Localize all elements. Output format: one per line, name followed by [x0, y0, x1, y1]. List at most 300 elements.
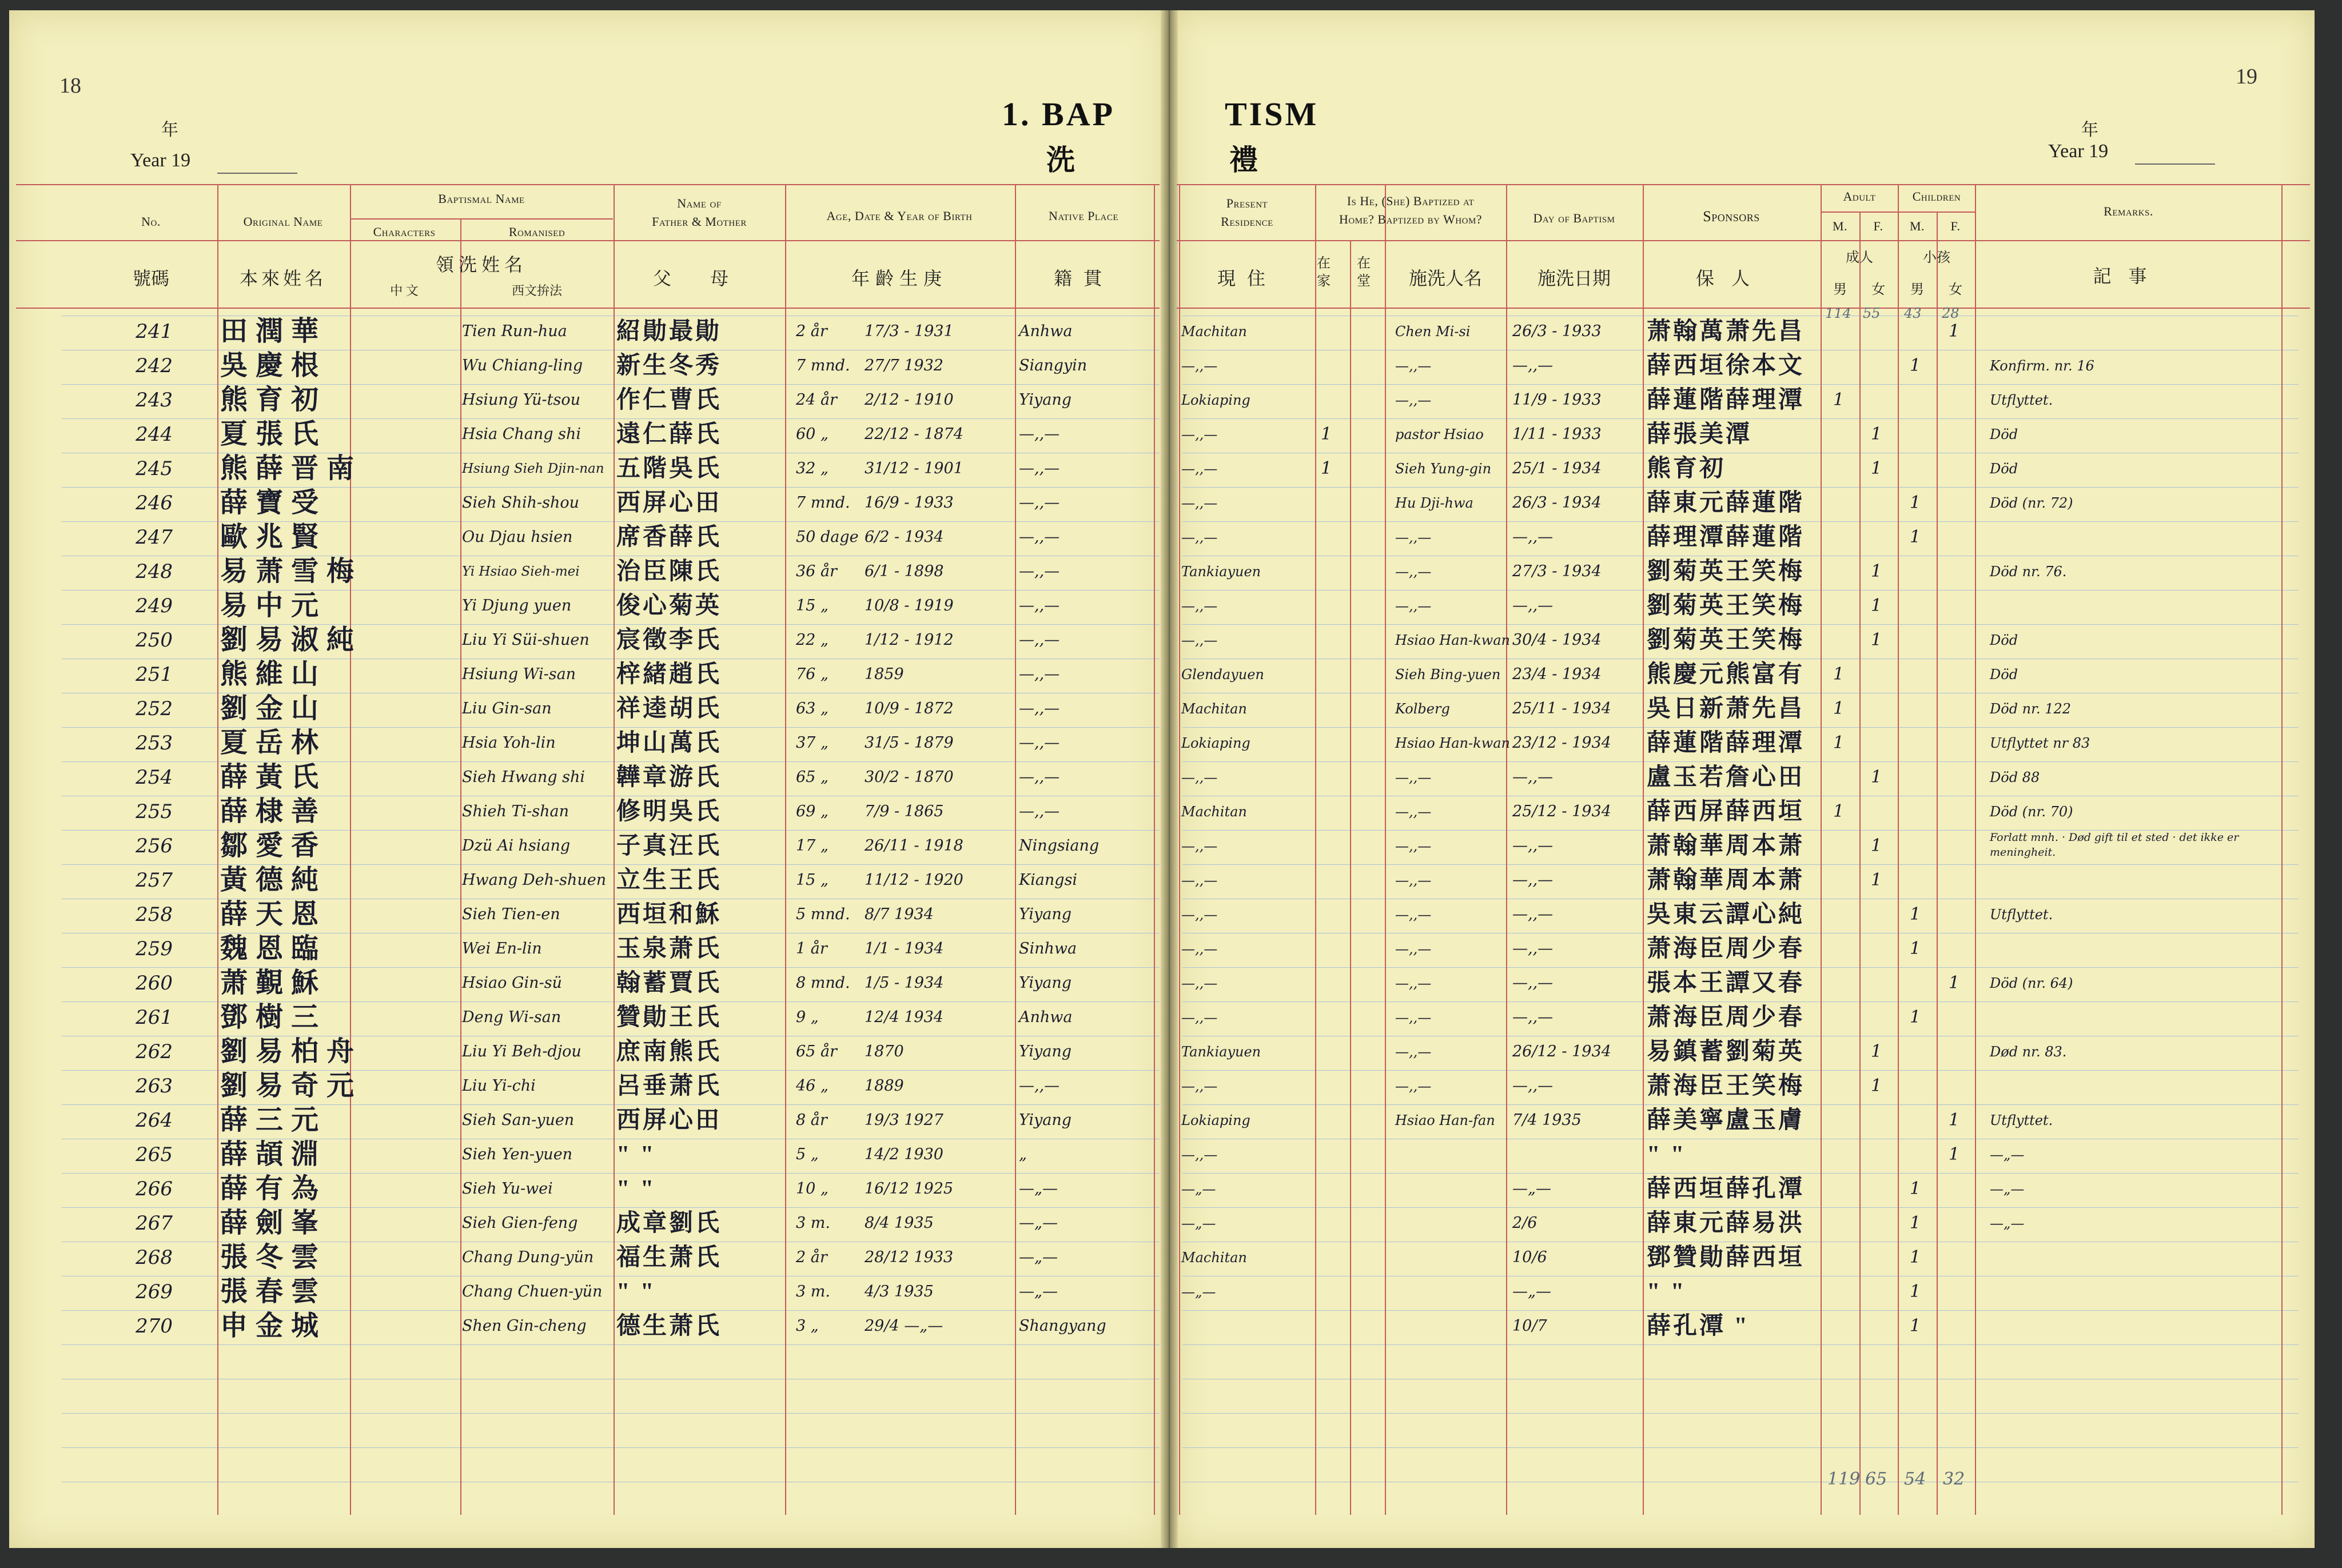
cell-spons: 鄧贊勛薛西垣: [1647, 1244, 1805, 1271]
rule-line: [1177, 308, 2310, 309]
cell-res: —,,—: [1181, 1147, 1218, 1163]
cell-date: 10/8 - 1919: [865, 597, 954, 615]
cell-age: 2 år: [796, 322, 827, 340]
cell-remarks: Död: [1990, 632, 2018, 648]
cell-cm: [1910, 1104, 1927, 1136]
cell-no: 245: [136, 457, 173, 480]
cell-no: 265: [136, 1143, 173, 1166]
cell-cf: 1: [1949, 973, 1960, 993]
cell-cm: [1910, 761, 1927, 793]
cell-remarks: [1990, 1310, 2276, 1342]
cell-date: 16/9 - 1933: [865, 494, 954, 512]
cell-rom: Hsia Yoh-lin: [462, 734, 556, 752]
cell-native: Yiyang: [1019, 1043, 1072, 1060]
cell-cm: 1: [1910, 356, 1921, 376]
cell-by: Sieh Bing-yuen: [1395, 667, 1501, 683]
cell-af: [1871, 384, 1888, 416]
cell-day: 26/3 - 1933: [1512, 322, 1602, 340]
cell-am: [1833, 864, 1850, 896]
cell-day: 25/1 - 1934: [1512, 460, 1602, 477]
cell-orig: 易萧雪梅: [220, 556, 363, 586]
cell-cf: [1949, 590, 1966, 622]
cell-age: 15 „: [796, 597, 829, 615]
cell-rom: Chang Dung-yün: [462, 1248, 594, 1266]
cell-no: 250: [136, 629, 173, 652]
cell-cm: 1: [1910, 939, 1921, 959]
cell-cf: [1949, 1036, 1966, 1068]
cell-spons: 盧玉若詹心田: [1647, 764, 1805, 791]
cell-home: [1321, 864, 1355, 896]
cell-orig: 易中元: [220, 591, 327, 621]
header-age: Age, Date & Year of Birth: [826, 209, 973, 223]
cell-native: —„—: [1019, 1214, 1058, 1232]
cell-remarks: [1990, 933, 2276, 965]
cell-rom: Hsiung Sieh Djin-nan: [462, 461, 604, 476]
cell-cf: [1949, 1173, 1966, 1205]
cell-cf: [1949, 796, 1966, 828]
cell-cm: 1: [1910, 904, 1921, 924]
cell-af: [1871, 1310, 1888, 1342]
cell-spons: 劉菊英王笑梅: [1647, 627, 1805, 653]
cell-cf: [1949, 899, 1966, 931]
cell-spons: 萧翰萬萧先昌: [1647, 318, 1805, 345]
cell-date: 1/5 - 1934: [865, 974, 944, 992]
header-cn-hall: 在堂: [1357, 256, 1371, 289]
cell-am: [1833, 967, 1850, 999]
cell-native: —„—: [1019, 1180, 1058, 1198]
cell-age: 3 m.: [796, 1283, 830, 1300]
cell-am: [1833, 1310, 1850, 1342]
column-line: [1506, 184, 1507, 1515]
cell-by: Hsiao Han-kwan: [1395, 632, 1510, 648]
cell-native: Sinhwa: [1019, 940, 1077, 957]
cell-cm: [1910, 418, 1927, 450]
rule-line: [16, 308, 1160, 309]
cell-no: 253: [136, 732, 173, 755]
header-remarks: Remarks.: [2104, 204, 2153, 218]
cell-native: Siangyin: [1019, 357, 1088, 374]
cell-date: 10/9 - 1872: [865, 700, 954, 717]
cell-orig: 張春雲: [220, 1276, 327, 1307]
cell-rom: Liu Yi-chi: [462, 1077, 536, 1095]
cell-orig: 劉易淑純: [220, 625, 363, 655]
cell-native: Yiyang: [1019, 1111, 1072, 1129]
cell-res: —„—: [1181, 1181, 1216, 1197]
cell-spons: 易鎮蓄劉菊英: [1647, 1039, 1805, 1065]
cell-day: —,,—: [1512, 1008, 1554, 1026]
title-left-half: 1. BAP: [1002, 95, 1115, 133]
cell-by: Hsiao Han-fan: [1395, 1112, 1495, 1128]
cell-date: 27/7 1932: [865, 357, 943, 374]
cell-remarks: —„—: [1990, 1215, 2025, 1231]
cell-rom: Sieh Gien-feng: [462, 1214, 578, 1232]
cell-cm: [1910, 830, 1927, 862]
cell-orig: 魏恩臨: [220, 933, 327, 964]
cell-home: 1: [1321, 424, 1332, 444]
cell-remarks: Död (nr. 72): [1990, 495, 2073, 511]
cell-day: —,,—: [1512, 974, 1554, 992]
cell-af: 1: [1871, 424, 1882, 444]
cell-orig: 歐兆賢: [220, 522, 327, 552]
cell-af: [1871, 1104, 1888, 1136]
title-cn-right: 禮: [1229, 144, 1258, 176]
cell-af: [1871, 796, 1888, 828]
cell-orig: 薛三元: [220, 1105, 327, 1135]
header-children: Children: [1912, 189, 1961, 204]
cell-date: 8/4 1935: [865, 1214, 934, 1232]
header-adult-f: F.: [1873, 219, 1883, 233]
cell-spons: 萧翰華周本萧: [1647, 867, 1805, 893]
header-cn-parents: 父 母: [652, 268, 746, 289]
cell-day: 23/4 - 1934: [1512, 665, 1602, 683]
cell-by: Hsiao Han-kwan: [1395, 735, 1510, 751]
cell-cf: [1949, 1070, 1966, 1102]
cell-rom: Wu Chiang-ling: [462, 357, 583, 374]
cell-age: 65 år: [796, 1043, 837, 1060]
cell-home: [1321, 384, 1355, 416]
cell-orig: 田潤華: [220, 316, 327, 346]
cell-date: 1/1 - 1934: [865, 940, 944, 957]
cell-date: 1889: [865, 1077, 904, 1095]
header-characters: Characters: [373, 225, 436, 239]
cell-cf: [1949, 453, 1966, 485]
cell-by: [1395, 1276, 1506, 1308]
cell-home: [1321, 659, 1355, 691]
cell-native: —,,—: [1019, 700, 1060, 717]
cell-orig: 薛天恩: [220, 899, 327, 929]
cell-age: 24 år: [796, 391, 837, 409]
cell-am: 1: [1833, 699, 1845, 719]
cell-orig: 劉易奇元: [220, 1071, 363, 1101]
cell-native: „: [1019, 1146, 1027, 1163]
cell-home: [1321, 1310, 1355, 1342]
cell-by: —,,—: [1395, 392, 1432, 408]
cell-remarks: [1990, 1242, 2276, 1274]
cell-date: 11/12 - 1920: [865, 871, 963, 889]
cell-day: —,,—: [1512, 1077, 1554, 1095]
cell-by: —,,—: [1395, 1078, 1432, 1094]
cell-orig: 劉易柏舟: [220, 1036, 363, 1067]
cell-res: —,,—: [1181, 529, 1218, 545]
cell-native: —,,—: [1019, 460, 1060, 477]
header-cn-by: 施洗人名: [1408, 268, 1482, 289]
cell-home: [1321, 1002, 1355, 1034]
cell-date: 31/5 - 1879: [865, 734, 954, 752]
header-cn-adult-female: 女: [1871, 282, 1885, 297]
cell-cf: 1: [1949, 1110, 1960, 1130]
cell-am: [1833, 1207, 1850, 1239]
cell-parents: 韡章游氏: [616, 764, 722, 791]
rule-line: [62, 1344, 1160, 1345]
cell-spons: 萧海臣周少春: [1647, 936, 1805, 962]
cell-day: [1512, 1139, 1644, 1171]
cell-day: —,,—: [1512, 905, 1554, 923]
cell-by: [1395, 1242, 1506, 1274]
cell-spons: 薛理潭薛蓮階: [1647, 524, 1805, 550]
cell-rom: Deng Wi-san: [462, 1008, 561, 1026]
cell-parents: 玉泉萧氏: [616, 936, 722, 962]
cell-age: 10 „: [796, 1180, 829, 1198]
cell-day: 7/4 1935: [1512, 1111, 1582, 1129]
cell-date: 29/4 —„—: [865, 1317, 943, 1335]
cell-cf: [1949, 864, 1966, 896]
cell-af: [1871, 659, 1888, 691]
cell-res: —,,—: [1181, 495, 1218, 511]
cell-no: 257: [136, 869, 173, 892]
cell-remarks: [1990, 1002, 2276, 1034]
cell-home: [1321, 1242, 1355, 1274]
cell-cm: [1910, 590, 1927, 622]
cell-remarks: Utflyttet nr 83: [1990, 735, 2090, 751]
cell-no: 242: [136, 354, 173, 377]
cell-day: —,,—: [1512, 528, 1554, 546]
total-adult-male: 119: [1827, 1469, 1861, 1489]
cell-af: [1871, 1139, 1888, 1171]
cell-parents: 梓緒趙氏: [616, 661, 722, 688]
cell-remarks: Död nr. 76.: [1990, 564, 2067, 580]
cell-orig: 熊薛晋南: [220, 453, 363, 484]
cell-age: 17 „: [796, 837, 829, 855]
column-line: [2281, 184, 2283, 1515]
column-line: [1385, 184, 1386, 1515]
cell-parents: 俊心菊英: [616, 593, 722, 619]
cell-parents: 作仁曹氏: [616, 387, 722, 413]
cell-rom: Yi Hsiao Sieh-mei: [462, 564, 580, 579]
column-line: [1179, 184, 1180, 1515]
cell-day: —,,—: [1512, 597, 1554, 615]
cell-orig: 熊維山: [220, 659, 327, 689]
title-cn-left: 洗: [1046, 144, 1075, 176]
cell-home: [1321, 590, 1355, 622]
cell-native: —,,—: [1019, 1077, 1060, 1095]
cell-res: —,,—: [1181, 461, 1218, 477]
cell-remarks: Utflyttet.: [1990, 907, 2053, 923]
cell-age: 9 „: [796, 1008, 819, 1026]
cell-cf: [1949, 384, 1966, 416]
cell-res: —„—: [1181, 1215, 1216, 1231]
cell-cf: [1949, 693, 1966, 725]
cell-af: [1871, 1173, 1888, 1205]
cell-remarks: Död: [1990, 426, 2018, 442]
cell-native: Ningsiang: [1019, 837, 1100, 855]
cell-remarks: [1990, 590, 2276, 622]
cell-age: 5 mnd.: [796, 905, 850, 923]
cell-remarks: Död (nr. 64): [1990, 975, 2073, 991]
cell-cm: [1910, 453, 1927, 485]
cell-no: 258: [136, 903, 173, 926]
cell-remarks: Död: [1990, 667, 2018, 683]
cell-rom: Sieh Yen-yuen: [462, 1146, 573, 1163]
cell-native: Anhwa: [1019, 1008, 1073, 1026]
cell-cf: [1949, 1002, 1966, 1034]
cell-remarks: [1990, 521, 2276, 553]
cell-no: 263: [136, 1075, 173, 1098]
cell-native: —„—: [1019, 1283, 1058, 1300]
cell-parents: 呂垂萧氏: [616, 1073, 722, 1099]
header-cn-home: 在家: [1317, 256, 1331, 289]
cell-af: 1: [1871, 870, 1882, 890]
cell-age: 36 år: [796, 562, 837, 580]
cell-day: 1/11 - 1933: [1512, 425, 1602, 443]
cell-parents: 紹勛最勛: [616, 318, 722, 345]
header-cn-adult: 成人: [1846, 250, 1873, 265]
cell-spons: 薛孔潭 ": [1647, 1313, 1750, 1339]
cell-am: [1833, 933, 1850, 965]
cell-by: —,,—: [1395, 564, 1432, 580]
cell-parents: 五階吳氏: [616, 456, 722, 482]
cell-orig: 夏張氏: [220, 419, 327, 449]
cell-age: 1 år: [796, 940, 827, 957]
cell-am: 1: [1833, 801, 1845, 821]
cell-no: 262: [136, 1040, 173, 1063]
header-adult-m: M.: [1832, 219, 1848, 233]
cell-af: [1871, 967, 1888, 999]
cell-home: [1321, 830, 1355, 862]
cell-day: 27/3 - 1934: [1512, 562, 1602, 580]
cell-rom: Sieh Shih-shou: [462, 494, 580, 512]
cell-am: [1833, 521, 1850, 553]
cell-res: Tankiayuen: [1181, 1044, 1261, 1060]
cell-native: —,,—: [1019, 528, 1060, 546]
cell-by: —,,—: [1395, 358, 1432, 374]
cell-cf: [1949, 933, 1966, 965]
cell-home: [1321, 1104, 1355, 1136]
column-line: [1859, 212, 1861, 1515]
cell-af: 1: [1871, 561, 1882, 581]
cell-parents: 遠仁薛氏: [616, 421, 722, 448]
cell-spons: " ": [1647, 1142, 1687, 1168]
right-year-blank: [2135, 163, 2215, 165]
cell-home: [1321, 967, 1355, 999]
cell-cm: 1: [1910, 1179, 1921, 1199]
cell-parents: 西屏心田: [616, 1107, 722, 1134]
cell-age: 65 „: [796, 768, 829, 786]
left-year-blank: [217, 173, 297, 174]
rule-line: [350, 218, 613, 220]
cell-res: —,,—: [1181, 632, 1218, 648]
cell-parents: 贊勛王氏: [616, 1004, 722, 1031]
cell-by: pastor Hsiao: [1395, 426, 1484, 442]
cell-rom: Sieh Hwang shi: [462, 768, 585, 786]
cell-date: 2/12 - 1910: [865, 391, 954, 409]
cell-remarks: Död nr. 122: [1990, 701, 2072, 717]
cell-age: 15 „: [796, 871, 829, 889]
cell-rom: Ou Djau hsien: [462, 528, 573, 546]
cell-res: Lokiaping: [1181, 1112, 1250, 1128]
cell-cm: [1910, 1139, 1927, 1171]
cell-home: [1321, 624, 1355, 656]
cell-orig: 薛棣善: [220, 796, 327, 827]
cell-age: 7 mnd.: [796, 494, 850, 512]
cell-by: [1395, 1173, 1506, 1205]
header-cn-age: 年齡生庚: [851, 268, 947, 289]
cell-af: [1871, 521, 1888, 553]
cell-native: Yiyang: [1019, 391, 1072, 409]
header-cn-children: 小孩: [1923, 250, 1950, 265]
header-children-f: F.: [1950, 219, 1961, 233]
cell-cm: [1910, 796, 1927, 828]
cell-parents: 坤山萬氏: [616, 730, 722, 756]
cell-res: —,,—: [1181, 941, 1218, 957]
cell-spons: 劉菊英王笑梅: [1647, 558, 1805, 585]
cell-age: 76 „: [796, 665, 829, 683]
cell-native: —,,—: [1019, 425, 1060, 443]
cell-home: [1321, 556, 1355, 588]
cell-am: [1833, 487, 1850, 519]
cell-am: [1833, 453, 1850, 485]
cell-cf: [1949, 659, 1966, 691]
cell-cf: 1: [1949, 1144, 1960, 1164]
cell-age: 3 „: [796, 1317, 819, 1335]
cell-spons: 薛西屏薛西垣: [1647, 799, 1805, 825]
cell-home: [1321, 796, 1355, 828]
cell-orig: 薛有為: [220, 1174, 327, 1204]
cell-no: 255: [136, 800, 173, 823]
cell-no: 248: [136, 560, 173, 583]
cell-day: 25/12 - 1934: [1512, 803, 1611, 820]
cell-by: [1395, 1139, 1506, 1171]
column-line: [460, 218, 461, 1515]
cell-by: Kolberg: [1395, 701, 1450, 717]
cell-date: 7/9 - 1865: [865, 803, 944, 820]
cell-cf: [1949, 830, 1966, 862]
cell-cm: 1: [1910, 527, 1921, 547]
cell-rom: Chang Chuen-yün: [462, 1283, 603, 1300]
cell-orig: 萧覲穌: [220, 968, 327, 998]
cell-native: Yiyang: [1019, 974, 1072, 992]
cell-age: 8 år: [796, 1111, 827, 1129]
cell-res: Machitan: [1181, 701, 1247, 717]
cell-af: [1871, 1002, 1888, 1034]
cell-res: Machitan: [1181, 1250, 1247, 1266]
cell-by: [1395, 1310, 1506, 1342]
header-cn-residence: 現住: [1217, 268, 1277, 289]
cell-day: —„—: [1512, 1180, 1551, 1198]
cell-spons: 劉菊英王笑梅: [1647, 593, 1805, 619]
column-line: [217, 184, 218, 1515]
cell-af: [1871, 899, 1888, 931]
cell-by: —,,—: [1395, 1010, 1432, 1026]
cell-age: 3 m.: [796, 1214, 830, 1232]
cell-age: 46 „: [796, 1077, 829, 1095]
cell-no: 269: [136, 1280, 173, 1303]
cell-parents: " ": [616, 1142, 656, 1168]
cell-remarks: Død nr. 83.: [1990, 1044, 2067, 1060]
cell-rom: Liu Gin-san: [462, 700, 552, 717]
cell-spons: 張本王譚又春: [1647, 970, 1805, 996]
cell-no: 252: [136, 697, 173, 720]
cell-parents: 子真汪氏: [616, 833, 722, 859]
cell-parents: 治臣陳氏: [616, 558, 722, 585]
cell-spons: 薛張美潭: [1647, 421, 1752, 448]
cell-cm: 1: [1910, 1247, 1921, 1267]
cell-cf: [1949, 1310, 1966, 1342]
cell-day: 11/9 - 1933: [1512, 391, 1602, 409]
cell-res: —,,—: [1181, 358, 1218, 374]
cell-day: —,,—: [1512, 357, 1554, 374]
cell-rom: Sieh Yu-wei: [462, 1180, 553, 1198]
cell-cm: 1: [1910, 493, 1921, 513]
cell-am: [1833, 1002, 1850, 1034]
cell-no: 266: [136, 1178, 173, 1200]
cell-af: 1: [1871, 836, 1882, 856]
cell-no: 260: [136, 972, 173, 995]
cell-cm: [1910, 1070, 1927, 1102]
header-day: Day of Baptism: [1533, 211, 1615, 225]
cell-remarks: Utflyttet.: [1990, 1112, 2053, 1128]
rule-line: [1177, 184, 2310, 185]
cell-res: —,,—: [1181, 769, 1218, 785]
